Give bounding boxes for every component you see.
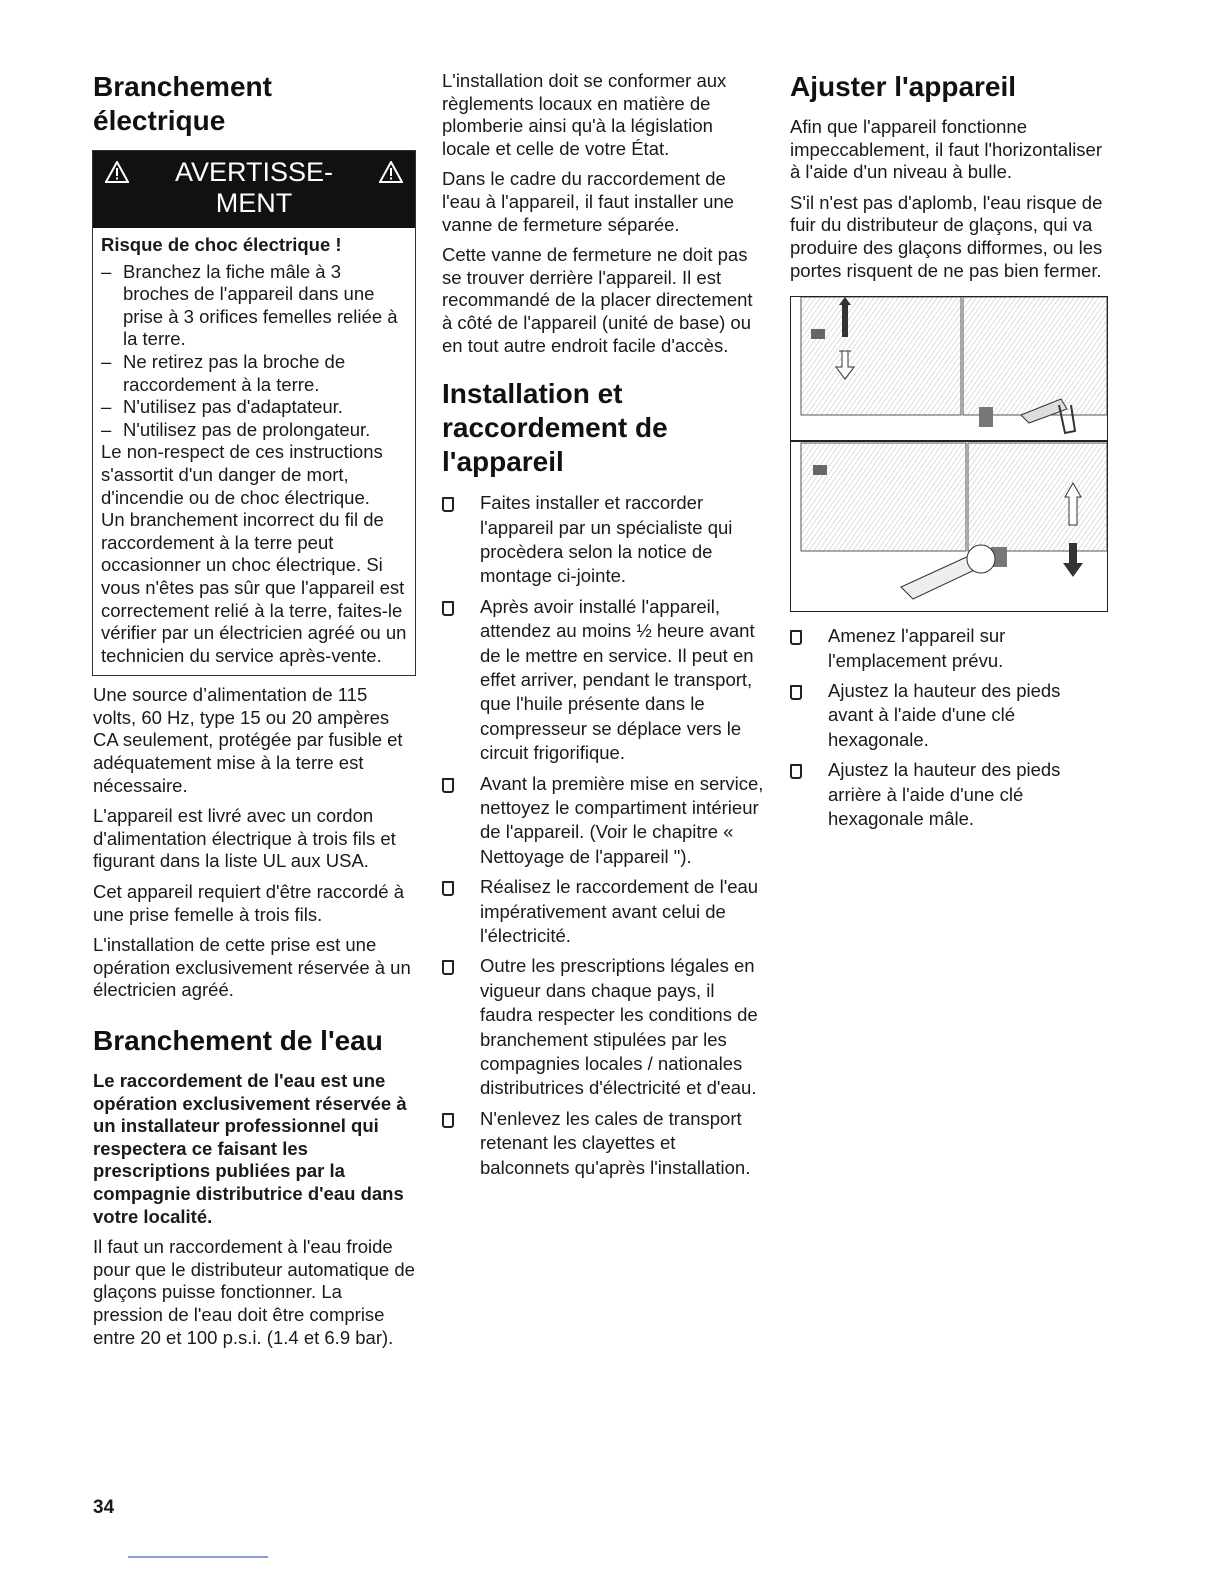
column-left (93, 70, 415, 1357)
leveling-diagram-svg (791, 297, 1107, 611)
body-paragraph: S'il n'est pas d'aplomb, l'eau risque de fuir du distributeur de glaçons, qui va produire des glaçons difformes, ou les portes risquent de ne pas bien fermer. (790, 191, 1103, 281)
body-paragraph: Une source d’alimentation de 115 volts, 60 Hz, type 15 ou 20 ampères CA seulement, protégée par fusible et adéquatement mise à la terre est nécessaire. (93, 684, 403, 796)
body-paragraph: L'appareil est livré avec un cordon d'alimentation électrique à trois fils et figurant dans la liste UL aux USA. (93, 805, 396, 872)
section-title-electrical: Branchement électrique (93, 71, 272, 136)
list-item: Outre les prescriptions légales en vigueur dans chaque pays, il faudra respecter les conditions de branchement stipulées par les compagnies locales / nationales distributrices d'électricité et d'eau. (442, 954, 764, 1100)
list-item: Ajustez la hauteur des pieds arrière à l'aide d'une clé hexagonale mâle. (790, 758, 1110, 831)
section-title-installation: Installation et raccordement de l'appareil (442, 378, 668, 478)
body-paragraph: Cette vanne de fermeture ne doit pas se trouver derrière l'appareil. Il est recommandé de la placer directement à côté de l'appareil (unité de base) ou en tout autre endroit facile d'accès. (442, 244, 753, 356)
list-item: Ajustez la hauteur des pieds avant à l'aide d'une clé hexagonale. (790, 679, 1110, 752)
list-item: Faites installer et raccorder l'appareil par un spécialiste qui procèdera selon la notice de montage ci-jointe. (442, 491, 764, 589)
body-paragraph: Afin que l'appareil fonctionne impeccablement, il faut l'horizontaliser à l'aide d'un niveau à bulle. (790, 116, 1103, 183)
page-number: 34 (93, 1497, 115, 1518)
checkbox-bullet-icon (442, 595, 480, 766)
section-title-water: Branchement de l'eau (93, 1025, 383, 1056)
warning-item: – Ne retirez pas la broche de raccordement à la terre. (101, 350, 346, 395)
leveling-illustration (790, 296, 1108, 612)
warning-triangle-icon (379, 161, 403, 183)
checkbox-bullet-icon (790, 758, 828, 831)
warning-subtitle: Risque de choc électrique ! (101, 234, 342, 255)
checkbox-bullet-icon (442, 1107, 480, 1180)
footer-rule (128, 1556, 268, 1558)
body-paragraph: Dans le cadre du raccordement de l'eau à l'appareil, il faut installer une vanne de fermeture séparée. (442, 168, 734, 235)
warning-header (93, 151, 415, 228)
checkbox-bullet-icon (442, 875, 480, 948)
list-item: Réalisez le raccordement de l'eau impérativement avant celui de l'électricité. (442, 875, 764, 948)
checkbox-bullet-icon (442, 491, 480, 589)
water-bold-paragraph: Le raccordement de l'eau est une opération exclusivement réservée à un installateur professionnel qui respectera ce faisant les prescriptions publiées par la compagnie distributrice d'eau dans votre localité. (93, 1070, 407, 1227)
list-item: Après avoir installé l'appareil, attendez au moins ½ heure avant de le mettre en service. Il peut en effet arriver, pendant le transport, que l'huile présente dans le compresseur se déplace vers le circuit frigorifique. (442, 595, 764, 766)
list-item: N'enlevez les cales de transport retenant les clayettes et balconnets qu'après l'installation. (442, 1107, 764, 1180)
warning-paragraph: Un branchement incorrect du fil de raccordement à la terre peut occasionner un choc électrique. Si vous n'êtes pas sûr que l'appareil est correctement relié à la terre, faites-le vérifier par un électricien agréé ou un technicien du service après-vente. (101, 509, 407, 666)
warning-paragraph: Le non-respect de ces instructions s'assortit d'un danger de mort, d'incendie ou de choc électrique. (101, 441, 383, 508)
warning-item: – N'utilisez pas d'adaptateur. (101, 396, 343, 418)
body-paragraph: Cet appareil requiert d'être raccordé à une prise femelle à trois fils. (93, 881, 405, 925)
column-middle (442, 70, 764, 1186)
list-item: Amenez l'appareil sur l'emplacement prévu. (790, 624, 1110, 673)
body-paragraph: L'installation de cette prise est une opération exclusivement réservée à un électricien agréé. (93, 934, 411, 1001)
checkbox-bullet-icon (442, 954, 480, 1100)
body-paragraph: L'installation doit se conformer aux règlements locaux en matière de plomberie ainsi qu'à la législation locale et celle de votre État. (442, 70, 727, 159)
checkbox-bullet-icon (790, 624, 828, 673)
warning-item: – N'utilisez pas de prolongateur. (101, 418, 371, 440)
list-item: Avant la première mise en service, nettoyez le compartiment intérieur de l'appareil. (Voir le chapitre « Nettoyage de l'appareil "). (442, 772, 764, 870)
water-paragraph: Il faut un raccordement à l'eau froide pour que le distributeur automatique de glaçons puisse fonctionner. La pression de l'eau doit être comprise entre 20 et 100 p.s.i. (1.4 et 6.9 bar). (93, 1236, 415, 1348)
warning-title: AVERTISSE- MENT (174, 157, 334, 218)
warning-body (93, 228, 415, 675)
adjust-list (790, 624, 1110, 831)
section-title-adjust: Ajuster l'appareil (790, 71, 1017, 102)
installation-list (442, 491, 764, 1180)
checkbox-bullet-icon (790, 679, 828, 752)
column-right (790, 70, 1110, 837)
warning-box (92, 150, 416, 676)
warning-item: – Branchez la fiche mâle à 3 broches de l'appareil dans une prise à 3 orifices femelles reliée à la terre. (101, 260, 398, 350)
checkbox-bullet-icon (442, 772, 480, 870)
